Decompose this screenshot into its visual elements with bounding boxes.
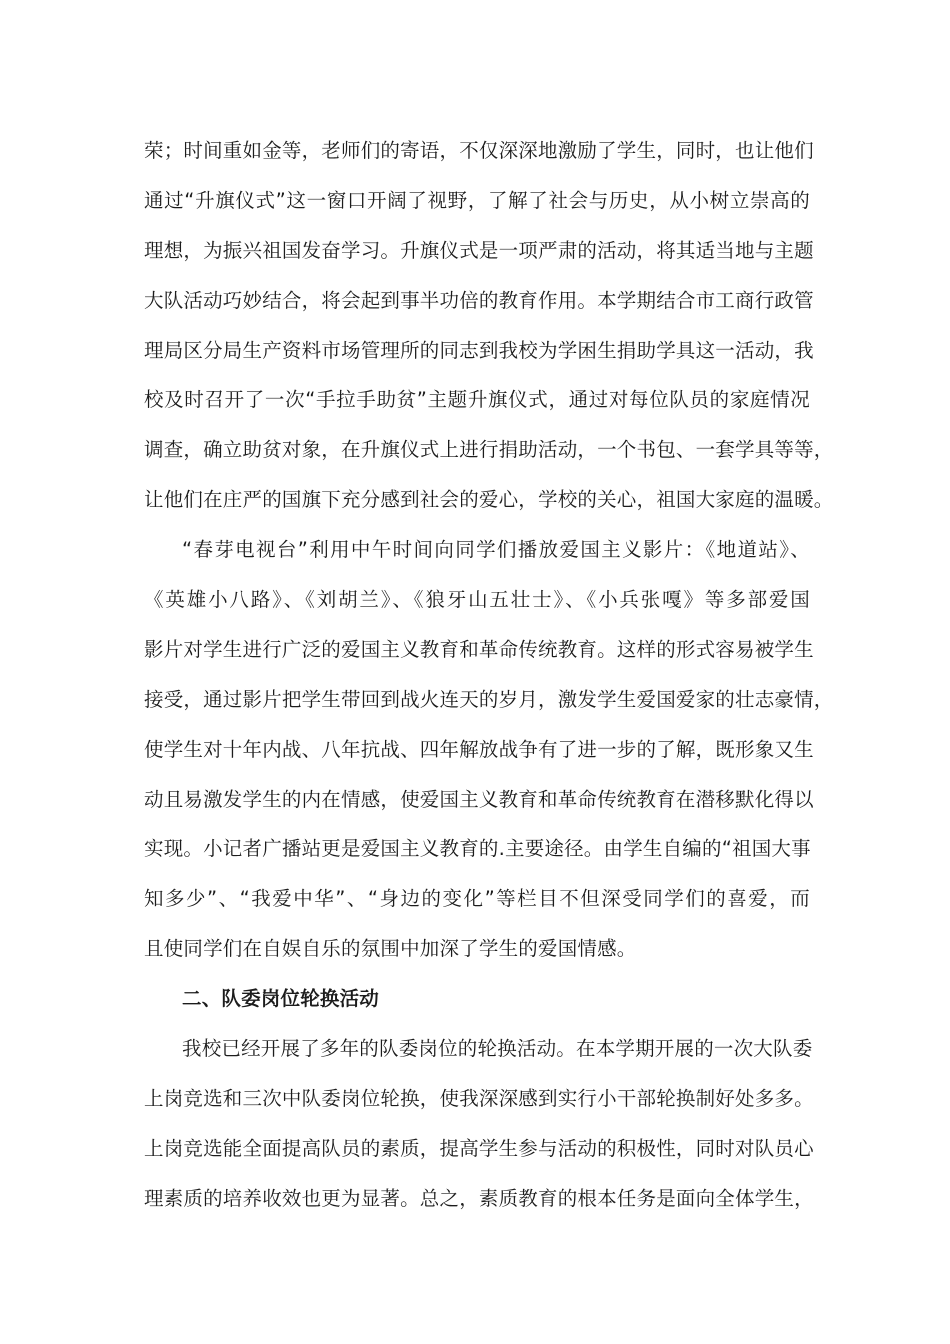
text-line: 大队活动巧妙结合，将会起到事半功倍的教育作用。本学期结合市工商行政管: [144, 288, 814, 312]
text-line: 我校已经开展了多年的队委岗位的轮换活动。在本学期开展的一次大队委: [182, 1037, 813, 1061]
text-line: 让他们在庄严的国旗下充分感到社会的爱心，学校的关心，祖国大家庭的温暖。: [144, 488, 834, 512]
document-body: [144, 126, 834, 1224]
text-line: 且使同学们在自娱自乐的氛围中加深了学生的爱国情感。: [144, 937, 637, 961]
section-heading: 二、队委岗位轮换活动: [182, 987, 380, 1011]
text-line: 上岗竞选能全面提高队员的素质，提高学生参与活动的积极性，同时对队员心: [144, 1136, 814, 1160]
text-line: 知多少”、“我爱中华”、“身边的变化”等栏目不但深受同学们的喜爱，而: [144, 887, 810, 911]
text-line: 理局区分局生产资料市场管理所的同志到我校为学困生捐助学具这一活动，我: [144, 338, 814, 362]
text-line: 调查，确立助贫对象，在升旗仪式上进行捐助活动，一个书包、一套学具等等，: [144, 438, 834, 462]
text-line: 上岗竞选和三次中队委岗位轮换，使我深深感到实行小干部轮换制好处多多。: [144, 1086, 814, 1110]
text-line: 实现。小记者广播站更是爱国主义教育的.主要途径。由学生自编的“祖国大事: [144, 837, 811, 861]
text-line: 接受，通过影片把学生带回到战火连天的岁月，激发学生爱国爱家的壮志豪情，: [144, 687, 834, 711]
text-line: 理素质的培养收效也更为显著。总之，素质教育的根本任务是面向全体学生，: [144, 1186, 814, 1210]
text-line: 校及时召开了一次“手拉手助贫”主题升旗仪式，通过对每位队员的家庭情况: [144, 388, 810, 412]
text-line: 理想，为振兴祖国发奋学习。升旗仪式是一项严肃的活动，将其适当地与主题: [144, 238, 814, 262]
text-line: 通过“升旗仪式”这一窗口开阔了视野，了解了社会与历史，从小树立崇高的: [144, 188, 810, 212]
text-line: 《英雄小八路》、《刘胡兰》、《狼牙山五壮士》、《小兵张嘎》等多部爱国: [144, 588, 810, 612]
text-line: 影片对学生进行广泛的爱国主义教育和革命传统教育。这样的形式容易被学生: [144, 637, 814, 661]
text-line: “春芽电视台”利用中午时间向同学们播放爱国主义影片：《地道站》、: [182, 538, 810, 562]
text-line: 荣；时间重如金等，老师们的寄语，不仅深深地激励了学生，同时，也让他们: [144, 139, 814, 162]
text-line: 动且易激发学生的内在情感，使爱国主义教育和革命传统教育在潜移默化得以: [144, 787, 814, 811]
text-line: 使学生对十年内战、八年抗战、四年解放战争有了进一步的了解，既形象又生: [144, 737, 814, 761]
